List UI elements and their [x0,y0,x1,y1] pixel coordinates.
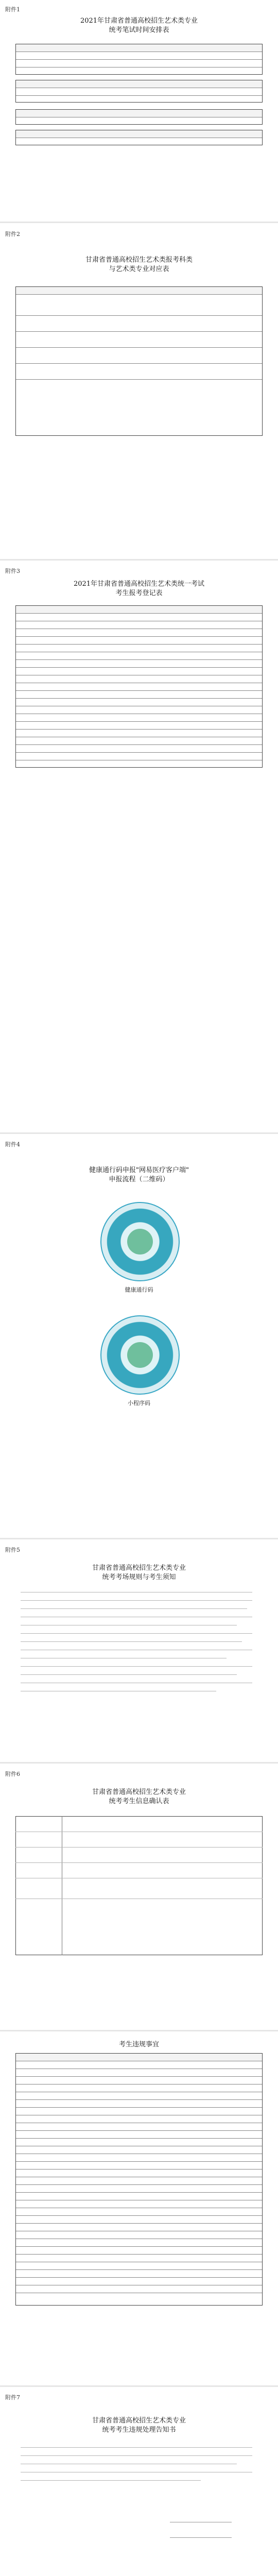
table-row [16,2115,262,2123]
page-divider [0,1132,278,1134]
registration-table [15,605,263,768]
table-row [16,2170,262,2177]
table-row [16,2278,262,2285]
table-row [16,737,262,745]
page-title: 考生违规事宜 [118,2041,159,2048]
table-row [16,2208,262,2216]
table-row [16,364,262,380]
table-row [16,753,262,760]
table-row [16,2100,262,2108]
body-text-line [21,1674,237,1675]
table-row [16,2200,262,2208]
annex-label: 附件2 [5,231,20,238]
annex-label: 附件3 [5,568,20,574]
table-row [16,2139,262,2146]
body-text-line [21,2480,201,2481]
qr-center-icon [127,1229,153,1255]
exam-schedule-table-1 [15,44,263,75]
table-row [16,2123,262,2131]
table-row [16,699,262,706]
body-text-line [21,2447,252,2448]
annex-page-7 [0,2388,278,2576]
table-row [16,117,262,125]
violation-table [15,2053,263,2306]
form-row-line [15,1862,263,1863]
annex-label: 附件7 [5,2394,20,2401]
table-row [16,675,262,683]
table-row [16,2069,262,2077]
table-row [16,722,262,730]
table-row [16,110,262,117]
table-row [16,2177,262,2185]
annex-page-2 [0,225,278,441]
table-row [16,660,262,668]
annex-label: 附件5 [5,1547,20,1553]
body-text-line [21,2455,252,2456]
table-row [16,606,262,614]
table-row [16,2146,262,2154]
table-row [16,2255,262,2262]
table-row [16,2185,262,2193]
annex-page-6 [0,1765,278,1960]
page-divider [0,2385,278,2387]
table-row [16,2162,262,2170]
table-row [16,332,262,348]
table-row [16,2231,262,2239]
mini-program-qr [100,1315,180,1395]
table-row [16,760,262,768]
body-text-line [21,1600,252,1601]
health-code-qr [100,1202,180,1281]
table-row [16,621,262,629]
page-title: 2021年甘肃省普通高校招生艺术类专业 统考笔试时间安排表 [80,17,198,34]
body-text-line [21,1666,252,1667]
table-row [16,380,262,400]
table-row [16,668,262,675]
exam-schedule-table-2 [15,80,263,103]
page-title: 甘肃省普通高校招生艺术类报考科类 与艺术类专业对应表 [85,256,193,273]
table-row [16,138,262,145]
table-row [16,96,262,103]
table-row [16,67,262,75]
table-row [16,2285,262,2293]
table-row [16,130,262,138]
table-row [16,2262,262,2270]
table-row [16,614,262,621]
table-row [16,2108,262,2115]
page-divider [0,1762,278,1764]
body-text-line [21,1608,247,1609]
table-row [16,652,262,660]
page-title: 2021年甘肃省普通高校招生艺术类统一考试 考生报考登记表 [73,580,205,597]
table-row [16,52,262,60]
table-row [16,745,262,753]
page-title: 甘肃省普通高校招生艺术类专业 统考考生信息确认表 [92,1788,186,1805]
table-row [16,683,262,691]
table-row [16,629,262,637]
table-row [16,316,262,332]
category-major-table [15,286,263,436]
page-divider [0,2030,278,2031]
body-text-line [21,1641,242,1642]
table-row [16,2270,262,2278]
exam-schedule-table-4 [15,130,263,145]
table-row [16,2154,262,2162]
annex-label: 附件6 [5,1771,20,1777]
table-row [16,295,262,316]
table-row [16,2061,262,2069]
date-line [170,2537,232,2538]
table-row [16,714,262,722]
table-row [16,706,262,714]
table-row [16,2131,262,2139]
table-row [16,80,262,88]
table-row [16,2077,262,2084]
table-row [16,637,262,645]
page-divider [0,1538,278,1539]
form-row-line [15,1847,263,1848]
page-divider [0,559,278,561]
qr-caption: 小程序码 [128,1400,150,1406]
annex-page-3 [0,562,278,1128]
qr-caption: 健康通行码 [125,1286,153,1293]
annex-page-1 [0,0,278,155]
table-row [16,88,262,96]
table-row [16,2293,262,2300]
table-row [16,2224,262,2231]
table-row [16,2193,262,2200]
table-row [16,2216,262,2224]
exam-schedule-table-3 [15,109,263,125]
table-row [16,645,262,652]
annex-label: 附件4 [5,1141,20,1148]
table-row [16,2084,262,2092]
page-divider [0,222,278,223]
table-row [16,2247,262,2255]
table-row [16,691,262,699]
page-title: 健康通行码申报"网易医疗客户端" 申报流程（二维码） [89,1166,189,1183]
table-row [16,2092,262,2100]
annex-label: 附件1 [5,6,20,13]
info-form [15,1816,263,1955]
annex-page-6b [0,2032,278,2311]
page-title: 甘肃省普通高校招生艺术类专业 统考考生违规处理告知书 [92,2417,186,2434]
qr-center-icon [127,1342,153,1368]
table-row [16,2239,262,2247]
table-row [16,2054,262,2061]
annex-page-4 [0,1135,278,1537]
body-text-line [21,1633,252,1634]
table-row [16,730,262,737]
page-title: 甘肃省普通高校招生艺术类专业 统考考场规则与考生须知 [92,1564,186,1581]
annex-page-5 [0,1540,278,1757]
table-row [16,60,262,67]
table-row [16,44,262,52]
table-row [16,348,262,364]
table-row [16,287,262,295]
